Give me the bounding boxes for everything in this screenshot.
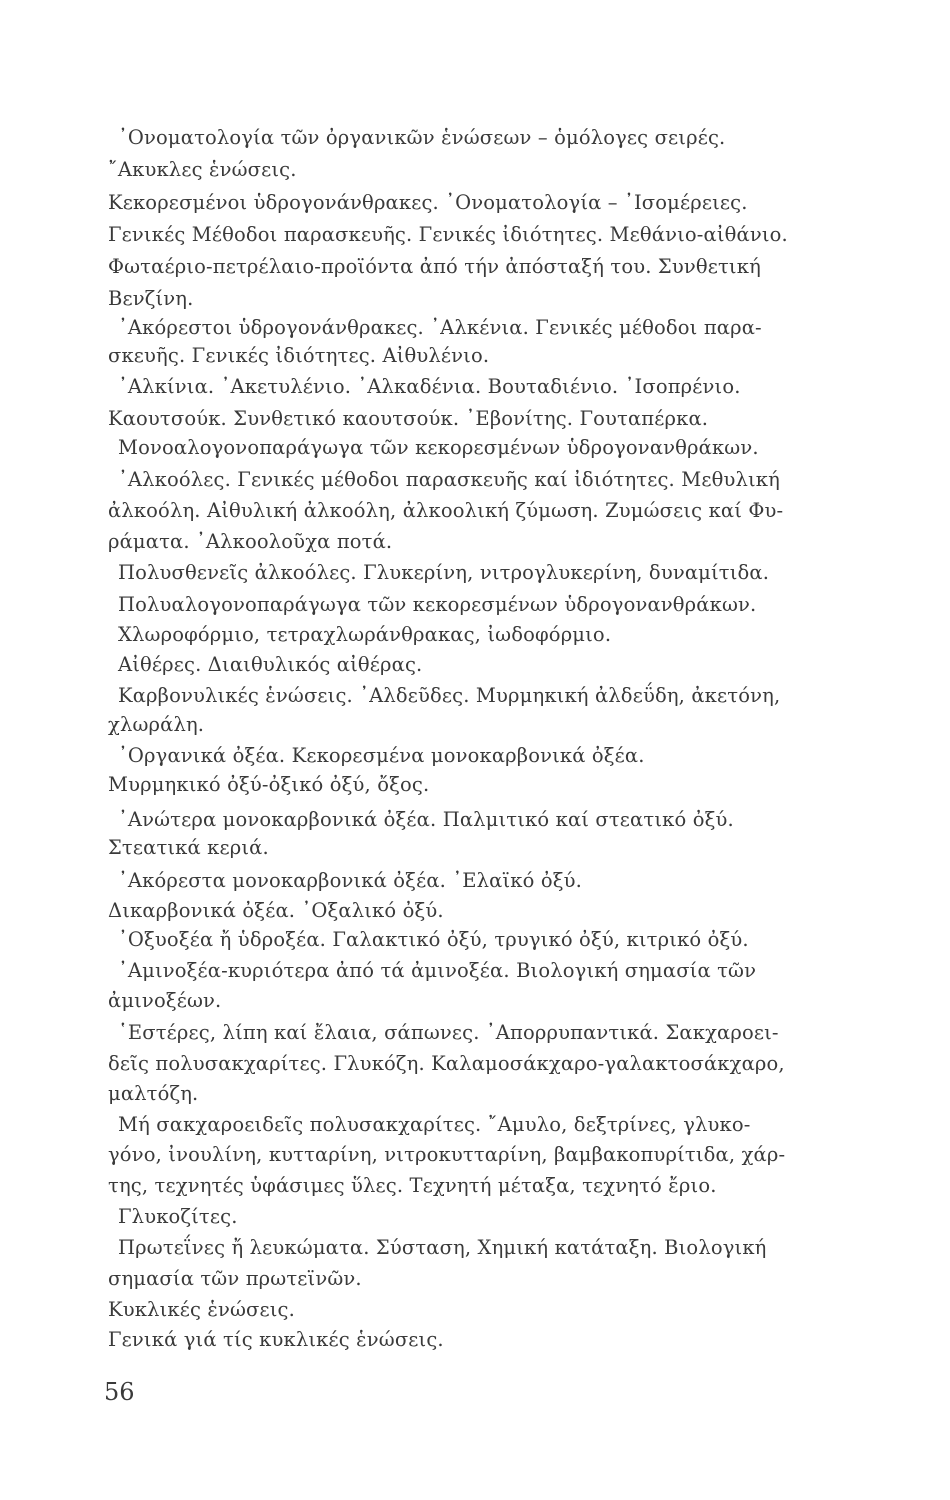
page-number: 56 — [104, 1378, 135, 1406]
text-line: Μονοαλογονοπαράγωγα τῶν κεκορεσμένων ὑδρογονανθράκων. — [118, 436, 759, 459]
text-line: ᾿Ακόρεστα μονοκαρβονικά ὀξέα. ᾿Ελαϊκό ὀξύ. — [118, 869, 582, 892]
text-line: Πολυαλογονοπαράγωγα τῶν κεκορεσμένων ὑδρογονανθράκων. — [118, 593, 757, 616]
text-line: ᾿Ονοματολογία τῶν ὀργανικῶν ἑνώσεων – ὁμόλογες σειρές. — [118, 126, 726, 149]
text-line: γόνο, ἰνουλίνη, κυτταρίνη, νιτροκυτταρίνη, βαμβακοπυρίτιδα, χάρ- — [108, 1143, 786, 1166]
text-line: ᾿Αλκοόλες. Γενικές μέθοδοι παρασκευῆς καί ἰδιότητες. Μεθυλική — [118, 468, 780, 491]
text-line: ᾿Οργανικά ὀξέα. Κεκορεσμένα μονοκαρβονικά ὀξέα. — [118, 744, 645, 767]
text-line: Καουτσούκ. Συνθετικό καουτσούκ. ᾿Εβονίτης. Γουταπέρκα. — [108, 407, 709, 430]
text-line: ἀμινοξέων. — [108, 989, 222, 1012]
text-line: Βενζίνη. — [108, 287, 194, 310]
text-line: ᾿Αλκίνια. ᾿Ακετυλένιο. ᾿Αλκαδένια. Βουταδιένιο. ᾿Ισοπρένιο. — [118, 375, 741, 398]
text-line: Πρωτεΐνες ἤ λευκώματα. Σύσταση, Χημική κατάταξη. Βιολογική — [118, 1236, 767, 1259]
text-line: ῾Εστέρες, λίπη καί ἔλαια, σάπωνες. ᾿Απορρυπαντικά. Σακχαροει- — [118, 1021, 779, 1044]
text-line: Κυκλικές ἑνώσεις. — [108, 1298, 295, 1321]
text-line: Στεατικά κεριά. — [108, 836, 269, 859]
text-line: Χλωροφόρμιο, τετραχλωράνθρακας, ἰωδοφόρμιο. — [118, 623, 612, 646]
text-line: μαλτόζη. — [108, 1082, 199, 1105]
text-line: Μυρμηκικό ὀξύ-ὀξικό ὀξύ, ὄξος. — [108, 773, 430, 796]
text-line: ᾿Ανώτερα μονοκαρβονικά ὀξέα. Παλμιτικό καί στεατικό ὀξύ. — [118, 808, 734, 831]
text-line: Δικαρβονικά ὀξέα. ᾿Οξαλικό ὀξύ. — [108, 899, 444, 922]
text-line: χλωράλη. — [108, 713, 205, 736]
text-line: Μή σακχαροειδεῖς πολυσακχαρίτες. ῎Αμυλο, δεξτρίνες, γλυκο- — [118, 1113, 751, 1136]
text-line: Πολυσθενεῖς ἀλκοόλες. Γλυκερίνη, νιτρογλυκερίνη, δυναμίτιδα. — [118, 561, 770, 584]
text-line: Κεκορεσμένοι ὑδρογονάνθρακες. ᾿Ονοματολογία – ᾿Ισομέρειες. — [108, 191, 748, 214]
text-line: Φωταέριο-πετρέλαιο-προϊόντα ἀπό τήν ἀπόσταξή του. Συνθετική — [108, 255, 761, 278]
text-line: Γλυκοζίτες. — [118, 1205, 238, 1228]
text-line: Αἰθέρες. Διαιθυλικός αἰθέρας. — [118, 653, 423, 676]
text-line: ἀλκοόλη. Αἰθυλική ἀλκοόλη, ἀλκοολική ζύμωση. Ζυμώσεις καί Φυ- — [108, 499, 784, 522]
text-line: της, τεχνητές ὑφάσιμες ὕλες. Τεχνητή μέταξα, τεχνητό ἔριο. — [108, 1174, 717, 1197]
text-line: Καρβονυλικές ἑνώσεις. ᾿Αλδεῦδες. Μυρμηκική ἀλδεΰδη, ἀκετόνη, — [118, 684, 781, 707]
text-line: σκευῆς. Γενικές ἰδιότητες. Αἰθυλένιο. — [108, 344, 490, 367]
text-line: Γενικά γιά τίς κυκλικές ἑνώσεις. — [108, 1328, 444, 1351]
text-line: ᾿Οξυοξέα ἤ ὑδροξέα. Γαλακτικό ὀξύ, τρυγικό ὀξύ, κιτρικό ὀξύ. — [118, 928, 749, 951]
text-line: ράματα. ᾿Αλκοολοῦχα ποτά. — [108, 530, 393, 553]
text-line: ῎Ακυκλες ἑνώσεις. — [108, 158, 297, 181]
text-line: ᾿Αμινοξέα-κυριότερα ἀπό τά ἀμινοξέα. Βιολογική σημασία τῶν — [118, 959, 757, 982]
text-line: σημασία τῶν πρωτεϊνῶν. — [108, 1267, 362, 1290]
text-line: δεῖς πολυσακχαρίτες. Γλυκόζη. Καλαμοσάκχαρο-γαλακτοσάκχαρο, — [108, 1052, 785, 1075]
text-line: ᾿Ακόρεστοι ὑδρογονάνθρακες. ᾿Αλκένια. Γενικές μέθοδοι παρα- — [118, 316, 762, 339]
text-line: Γενικές Μέθοδοι παρασκευῆς. Γενικές ἰδιότητες. Μεθάνιο-αἰθάνιο. — [108, 223, 788, 246]
